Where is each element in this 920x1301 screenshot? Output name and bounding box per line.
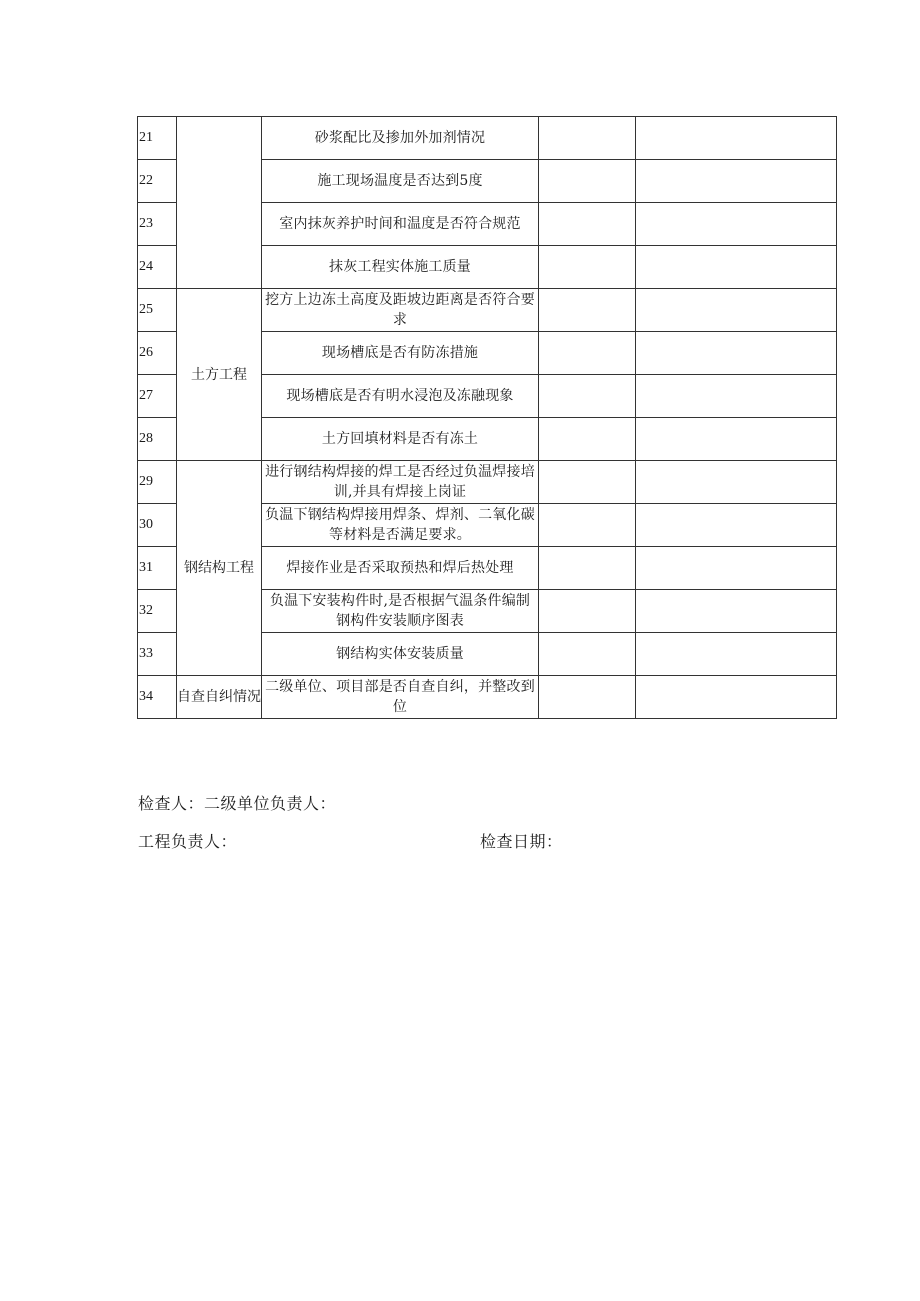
remark-cell — [636, 461, 837, 504]
check-item: 砂浆配比及掺加外加剂情况 — [262, 117, 539, 160]
remark-cell — [636, 418, 837, 461]
table-row — [138, 117, 837, 160]
row-number: 23 — [138, 203, 177, 246]
row-number: 33 — [138, 633, 177, 676]
row-number: 24 — [138, 246, 177, 289]
result-cell — [539, 633, 636, 676]
result-cell — [539, 332, 636, 375]
row-number: 34 — [138, 676, 177, 719]
remark-cell — [636, 289, 837, 332]
result-cell — [539, 203, 636, 246]
result-cell — [539, 590, 636, 633]
result-cell — [539, 418, 636, 461]
table-row — [138, 676, 837, 719]
remark-cell — [636, 375, 837, 418]
inspector-signature-line: 检查人：二级单位负责人： — [138, 794, 337, 813]
check-item: 负温下安装构件时,是否根据气温条件编制钢构件安装顺序图表 — [262, 590, 539, 633]
category-steel: 钢结构工程 — [177, 461, 262, 676]
row-number: 21 — [138, 117, 177, 160]
check-item: 二级单位、项目部是否自查自纠，并整改到位 — [262, 676, 539, 719]
category-self-check: 自查自纠情况 — [177, 676, 262, 719]
remark-cell — [636, 246, 837, 289]
check-item: 施工现场温度是否达到5度 — [262, 160, 539, 203]
check-item: 抹灰工程实体施工质量 — [262, 246, 539, 289]
result-cell — [539, 289, 636, 332]
category-cell-empty — [177, 117, 262, 289]
remark-cell — [636, 633, 837, 676]
row-number: 25 — [138, 289, 177, 332]
remark-cell — [636, 117, 837, 160]
row-number: 22 — [138, 160, 177, 203]
check-item: 挖方上边冻土高度及距坡边距离是否符合要求 — [262, 289, 539, 332]
check-item: 现场槽底是否有防冻措施 — [262, 332, 539, 375]
check-item: 土方回填材料是否有冻土 — [262, 418, 539, 461]
row-number: 32 — [138, 590, 177, 633]
result-cell — [539, 117, 636, 160]
row-number: 26 — [138, 332, 177, 375]
row-number: 28 — [138, 418, 177, 461]
category-earthwork: 土方工程 — [177, 289, 262, 461]
check-item: 负温下钢结构焊接用焊条、焊剂、二氧化碳等材料是否满足要求。 — [262, 504, 539, 547]
row-number: 29 — [138, 461, 177, 504]
remark-cell — [636, 590, 837, 633]
result-cell — [539, 160, 636, 203]
row-number: 30 — [138, 504, 177, 547]
table-row — [138, 461, 837, 504]
result-cell — [539, 547, 636, 590]
inspection-table — [137, 116, 837, 719]
result-cell — [539, 375, 636, 418]
result-cell — [539, 504, 636, 547]
check-item: 焊接作业是否采取预热和焊后热处理 — [262, 547, 539, 590]
table-row — [138, 289, 837, 332]
remark-cell — [636, 547, 837, 590]
check-item: 钢结构实体安装质量 — [262, 633, 539, 676]
result-cell — [539, 676, 636, 719]
inspection-date-line: 检查日期： — [480, 832, 563, 851]
check-item: 进行钢结构焊接的焊工是否经过负温焊接培训,并具有焊接上岗证 — [262, 461, 539, 504]
row-number: 27 — [138, 375, 177, 418]
remark-cell — [636, 504, 837, 547]
remark-cell — [636, 203, 837, 246]
remark-cell — [636, 160, 837, 203]
result-cell — [539, 461, 636, 504]
check-item: 现场槽底是否有明水浸泡及冻融现象 — [262, 375, 539, 418]
result-cell — [539, 246, 636, 289]
row-number: 31 — [138, 547, 177, 590]
engineer-signature-line: 工程负责人： — [138, 832, 238, 851]
remark-cell — [636, 676, 837, 719]
check-item: 室内抹灰养护时间和温度是否符合规范 — [262, 203, 539, 246]
remark-cell — [636, 332, 837, 375]
